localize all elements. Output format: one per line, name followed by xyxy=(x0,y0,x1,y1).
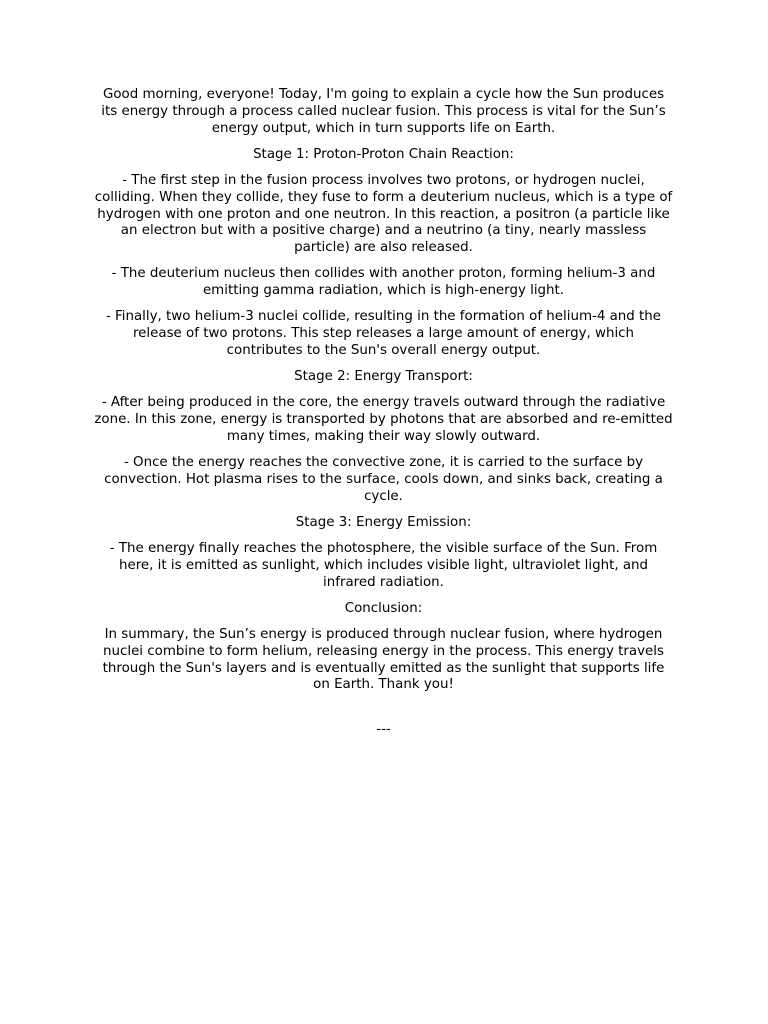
stage1-item-1: - The first step in the fusion process involves two protons, or hydrogen nuclei, colliding. When they collide, they fuse to form a deuterium nucleus, which is a type of hydrogen with one proton and one neutron. In this reaction, a positron (a particle like an electron but with a positive charge) and a neutrino (a tiny, nearly massless particle) are also released. xyxy=(94,172,673,256)
stage3-item-1: - The energy finally reaches the photosphere, the visible surface of the Sun. From here, it is emitted as sunlight, which includes visible light, ultraviolet light, and infrared radiation. xyxy=(109,541,658,590)
stage3-heading: Stage 3: Energy Emission: xyxy=(295,514,472,530)
conclusion-paragraph: In summary, the Sun’s energy is produced through nuclear fusion, where hydrogen nuclei combine to form helium, releasing energy in the process. This energy travels through the Sun's layers and is eventually emitted as the sunlight that supports life on Earth. Thank you! xyxy=(102,627,665,693)
separator: --- xyxy=(376,722,391,738)
conclusion-heading: Conclusion: xyxy=(344,600,423,616)
document-page xyxy=(93,87,674,748)
stage2-item-2: - Once the energy reaches the convective zone, it is carried to the surface by convection. Hot plasma rises to the surface, cools down, and sinks back, creating a cycle. xyxy=(104,455,663,504)
stage1-heading: Stage 1: Proton-Proton Chain Reaction: xyxy=(253,146,514,162)
stage2-heading: Stage 2: Energy Transport: xyxy=(294,369,473,385)
stage1-item-3: - Finally, two helium-3 nuclei collide, resulting in the formation of helium-4 and the release of two protons. This step releases a large amount of energy, which contributes to the Sun's overall energy output. xyxy=(105,309,662,358)
intro-paragraph: Good morning, everyone! Today, I'm going to explain a cycle how the Sun produces its energy through a process called nuclear fusion. This process is vital for the Sun’s energy output, which in turn supports life on Earth. xyxy=(101,87,666,136)
stage2-item-1: - After being produced in the core, the energy travels outward through the radiative zone. In this zone, energy is transported by photons that are absorbed and re-emitted many times, making their way slowly outward. xyxy=(94,395,673,444)
stage1-item-2: - The deuterium nucleus then collides with another proton, forming helium-3 and emitting gamma radiation, which is high-energy light. xyxy=(111,266,656,299)
